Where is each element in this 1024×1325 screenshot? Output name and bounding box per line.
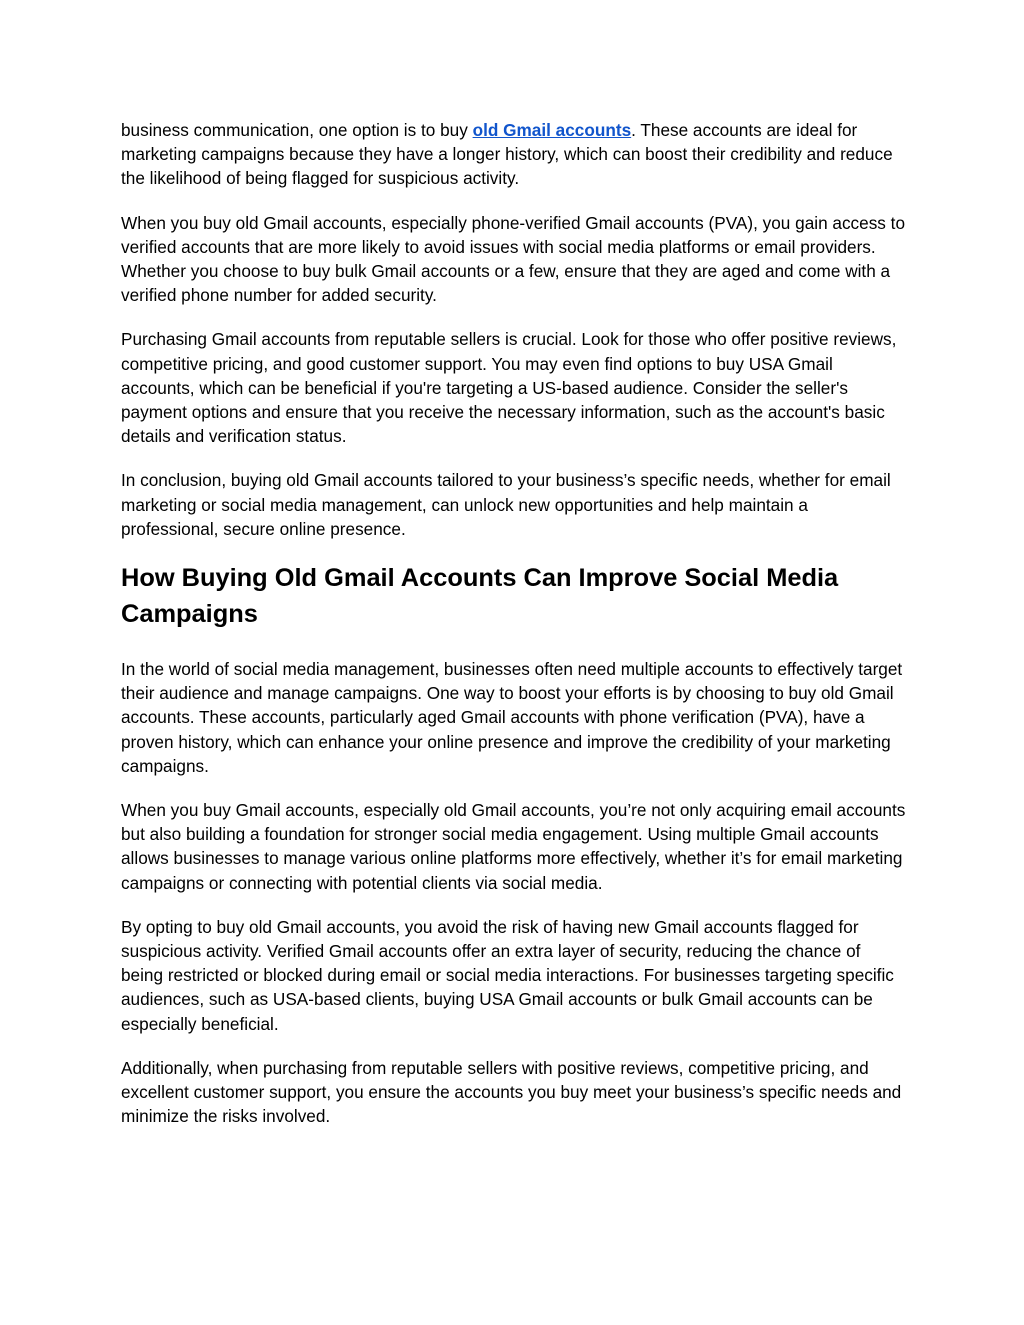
paragraph-section-3: By opting to buy old Gmail accounts, you avoid the risk of having new Gmail accounts flagged for suspicious activity. Verified Gmail accounts offer an extra layer of security, reducing the chance of being restricted or blocked during email or social media interactions. For businesses targeting specific audiences, such as USA-based clients, buying USA Gmail accounts or bulk Gmail accounts can be especially beneficial.: [121, 916, 894, 1034]
paragraph-intro-3: Purchasing Gmail accounts from reputable sellers is crucial. Look for those who offer positive reviews, competitive pricing, and good customer support. You may even find options to buy USA Gmail accounts, which can be beneficial if you're targeting a US-based audience. Consider the seller's payment options and ensure that you receive the necessary information, such as the account's basic details and verification status.: [121, 329, 897, 447]
paragraph-intro-1: [121, 118, 907, 191]
old-gmail-accounts-link[interactable]: old Gmail accounts: [472, 120, 632, 140]
paragraph-section-1: In the world of social media management, businesses often need multiple accounts to effectively target their audience and manage campaigns. One way to boost your efforts is by choosing to buy old Gmail accounts. These accounts, particularly aged Gmail accounts with phone verification (PVA), have a proven history, which can enhance your online presence and improve the credibility of your marketing campaigns.: [121, 659, 903, 776]
paragraph-section-4: Additionally, when purchasing from reputable sellers with positive reviews, competitive pricing, and excellent customer support, you ensure the accounts you buy meet your business’s specific needs and minimize the risks involved.: [121, 1057, 902, 1127]
section-heading: How Buying Old Gmail Accounts Can Improve Social Media Campaigns: [121, 564, 839, 628]
document-page: [121, 118, 907, 1149]
paragraph-intro-1-after-link: . These accounts are ideal for marketing campaigns because they have a longer history, which can boost their credibility and reduce the likelihood of being flagged for suspicious activity.: [121, 120, 893, 189]
paragraph-intro-4: In conclusion, buying old Gmail accounts tailored to your business’s specific needs, whether for email marketing or social media management, can unlock new opportunities and help maintain a professional, secure online presence.: [121, 470, 891, 539]
paragraph-intro-2: When you buy old Gmail accounts, especially phone-verified Gmail accounts (PVA), you gain access to verified accounts that are more likely to avoid issues with social media platforms or email providers. Whether you choose to buy bulk Gmail accounts or a few, ensure that they are aged and come with a verified phone number for added security.: [121, 212, 906, 306]
paragraph-intro-1-before-link: business communication, one option is to buy: [121, 120, 473, 140]
paragraph-section-2: When you buy Gmail accounts, especially old Gmail accounts, you’re not only acquiring email accounts but also building a foundation for stronger social media engagement. Using multiple Gmail accounts allows businesses to manage various online platforms more effectively, whether it’s for email marketing campaigns or connecting with potential clients via social media.: [121, 800, 906, 893]
